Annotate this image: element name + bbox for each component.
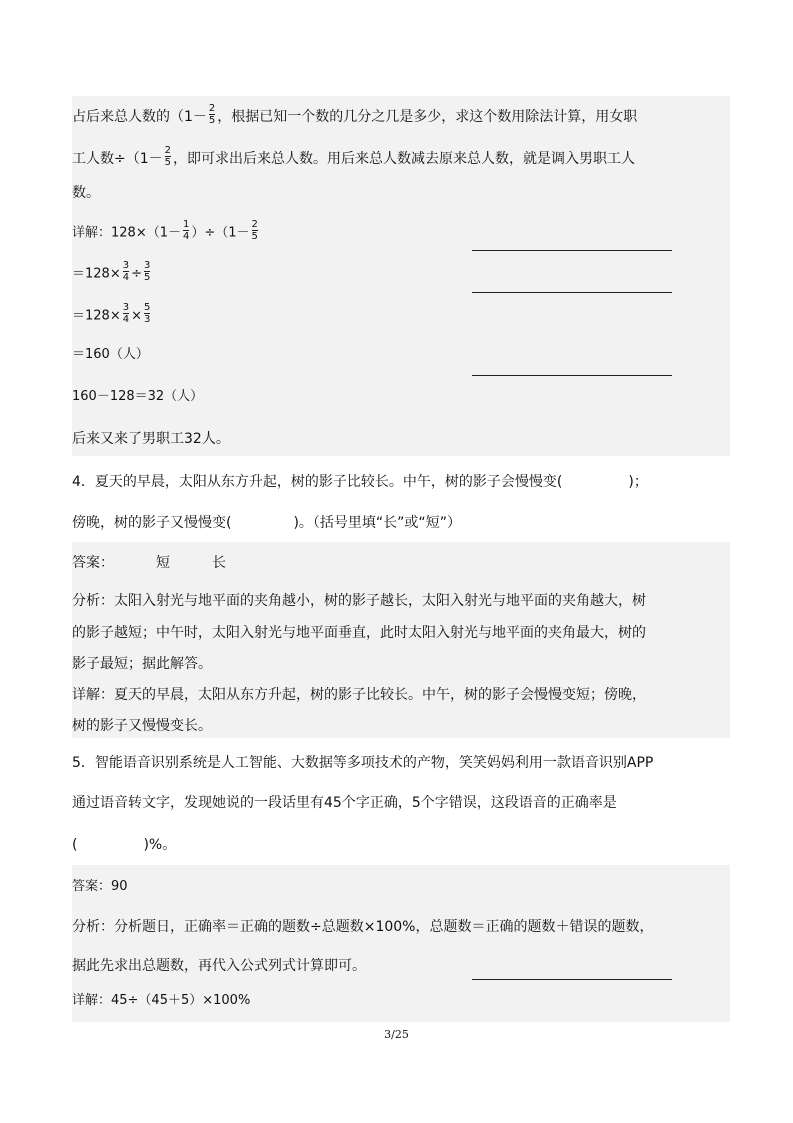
q3-conclusion: 后来又来了男职工32人。 [72,431,230,447]
q3-step4: 160－128＝32（人） [72,389,204,404]
q5-analysis-line2: 据此先求出总题数，再代入公式列式计算即可。 [72,958,366,974]
q4-detail-line1: 详解：夏天的早晨，太阳从东方升起，树的影子比较长。中午，树的影子会慢慢变短；傍晚， [72,687,646,703]
divider-rule [472,979,672,980]
q4-analysis-line2: 的影子越短；中午时，太阳入射光与地平面垂直，此时太阳入射光与地平面的夹角最大，树的 [72,625,646,641]
fraction-five-thirds: $\frac{5}{3}$ [144,302,151,325]
q3-step2: ＝128× $\frac{3}{4}$ × $\frac{5}{3}$ [72,302,151,325]
q3-step1: ＝128× $\frac{3}{4}$ ÷ $\frac{3}{5}$ [72,260,151,283]
fraction-two-fifths: $\frac{2}{5}$ [164,145,172,168]
fraction-two-fifths: $\frac{2}{5}$ [208,103,216,126]
fraction-three-fifths: $\frac{3}{5}$ [144,260,151,283]
q5-question-line3: ( )%。 [72,837,177,853]
q4-answer: 答案： 短 长 [72,555,226,571]
q5-analysis-line1: 分析：分析题日，正确率＝正确的题数÷总题数×100%，总题数＝正确的题数＋错误的题数， [72,919,654,935]
fraction-three-quarters: $\frac{3}{4}$ [122,260,130,283]
fraction-two-fifths: $\frac{2}{5}$ [251,219,258,242]
page-number: 3/25 [384,1028,409,1041]
q3-detail-line: 详解：128×（1－ $\frac{1}{4}$ ）÷（1－ $\frac{2}{5}$ [72,219,258,242]
q4-detail-line2: 树的影子又慢慢变长。 [72,718,212,734]
divider-rule [472,375,672,376]
divider-rule [472,292,672,293]
divider-rule [472,250,672,251]
q5-answer: 答案：90 [72,879,128,894]
q3-analysis-line2: 工人数÷（1－ $\frac{2}{5}$ ，即可求出后来总人数。用后来总人数减去原来总人数，就是调入男职工人 [72,145,636,168]
q3-step3: ＝160（人） [72,347,149,362]
q4-question-line2: 傍晚，树的影子又慢慢变( )。（括号里填“长”或“短”） [72,515,461,531]
q4-question-line1: 4．夏天的早晨，太阳从东方升起，树的影子比较长。中午，树的影子会慢慢变( )； [72,474,648,490]
q5-question-line1: 5．智能语音识别系统是人工智能、大数据等多项技术的产物，笑笑妈妈利用一款语音识别APP [72,755,654,771]
fraction-one-quarter: $\frac{1}{4}$ [182,219,190,242]
q4-analysis-line1: 分析：太阳入射光与地平面的夹角越小，树的影子越长，太阳入射光与地平面的夹角越大，树 [72,593,646,609]
q5-detail: 详解：45÷（45＋5）×100% [72,993,251,1008]
q3-analysis-line3: 数。 [72,185,100,201]
q5-question-line2: 通过语音转文字，发现她说的一段话里有45个字正确，5个字错误，这段语音的正确率是 [72,795,617,811]
fraction-three-quarters: $\frac{3}{4}$ [122,302,130,325]
q4-analysis-line3: 影子最短；据此解答。 [72,656,212,672]
q3-analysis-line1: 占后来总人数的（1－ $\frac{2}{5}$ ，根据已知一个数的几分之几是多少，求这个数用除法计算，用女职 [72,103,638,126]
